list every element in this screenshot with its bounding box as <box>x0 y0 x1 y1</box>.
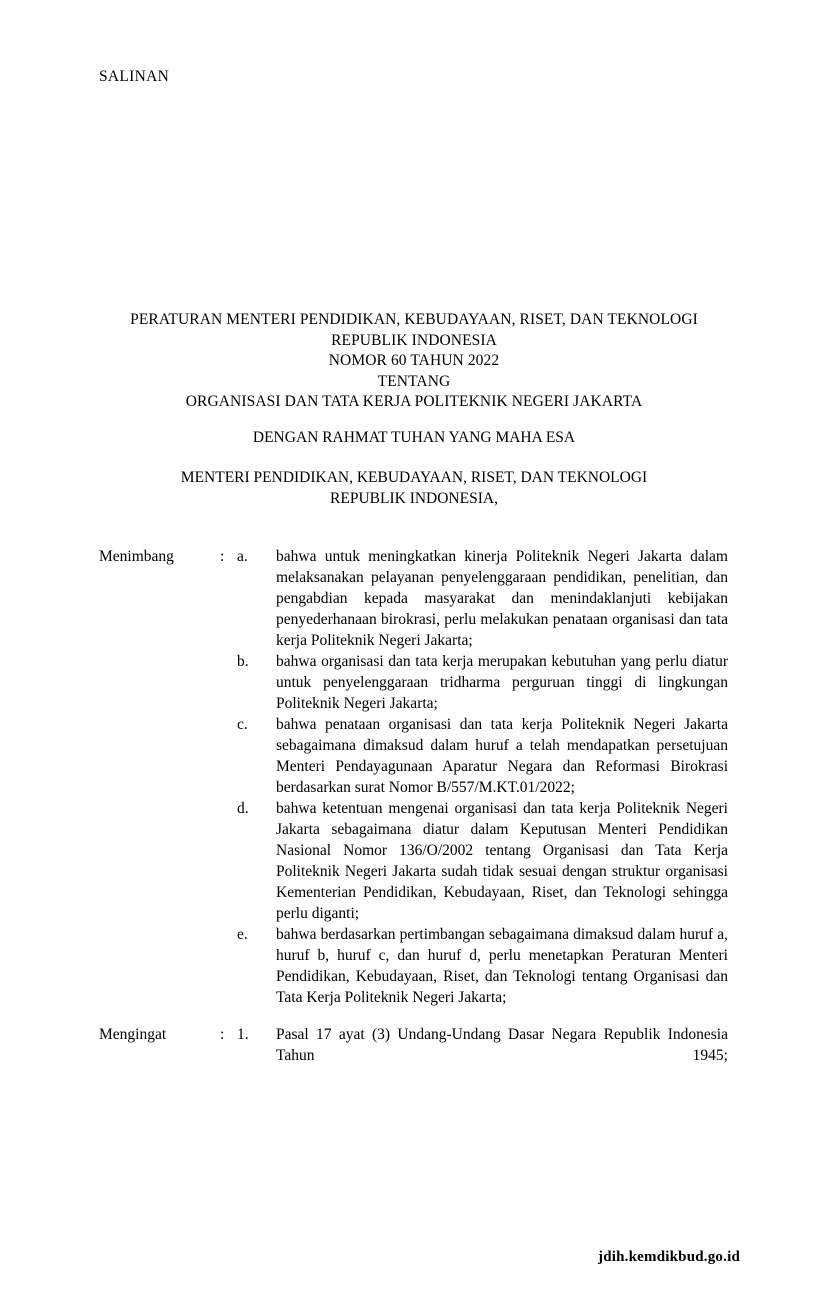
authority-line-1: MENTERI PENDIDIKAN, KEBUDAYAAN, RISET, DAN TEKNOLOGI <box>180 469 648 486</box>
clause-row <box>99 651 739 714</box>
clause-marker: e. <box>237 926 248 943</box>
clause-row <box>99 798 739 924</box>
clause-text: bahwa ketentuan mengenai organisasi dan tata kerja Politeknik Negeri Jakarta sebagaimana diatur dalam Keputusan Menteri Pendidikan Nasional Nomor 136/O/2002 tentang Organisasi dan Tata Kerja Politeknik Negeri Jakarta sudah tidak sesuai dengan struktur organisasi Kementerian Pendidikan, Kebudayaan, Riset, dan Teknologi sehingga perlu diganti; <box>276 800 728 922</box>
jdih-footer-watermark: jdih.kemdikbud.go.id <box>598 1249 740 1265</box>
clause-row <box>99 924 739 1008</box>
clause-marker: d. <box>237 800 249 817</box>
clause-row <box>99 714 739 798</box>
clause-text: bahwa organisasi dan tata kerja merupakan kebutuhan yang perlu diatur untuk penyelenggaraan tridharma perguruan tinggi di lingkungan Politeknik Negeri Jakarta; <box>276 653 728 712</box>
recalling-section <box>99 1024 739 1087</box>
issuing-authority <box>88 468 740 509</box>
clause-marker: 1. <box>237 1026 249 1043</box>
clause-text: bahwa untuk meningkatkan kinerja Politeknik Negeri Jakarta dalam melaksanakan pelayanan penyelenggaraan pendidikan, penelitian, dan pengabdian kepada masyarakat dan menindaklanjuti kebijakan penyederhanaan birokrasi, perlu melakukan penataan organisasi dan tata kerja Politeknik Negeri Jakarta; <box>276 548 728 649</box>
title-about-label: TENTANG <box>377 372 451 390</box>
recalling-label: Mengingat <box>99 1026 167 1043</box>
clause-sections <box>99 546 739 1087</box>
clause-text: bahwa berdasarkan pertimbangan sebagaimana dimaksud dalam huruf a, huruf b, huruf c, dan huruf d, perlu menetapkan Peraturan Menteri Pendidikan, Kebudayaan, Riset, dan Teknologi tentang Organisasi dan Tata Kerja Politeknik Negeri Jakarta; <box>276 926 728 1006</box>
clause-row <box>99 1024 739 1087</box>
clause-row <box>99 546 739 651</box>
authority-line-2: REPUBLIK INDONESIA, <box>330 489 498 507</box>
considering-colon: : <box>220 548 225 565</box>
considering-section <box>99 546 739 1008</box>
clause-marker: c. <box>237 716 248 733</box>
regulation-title <box>88 310 740 413</box>
clause-text: Pasal 17 ayat (3) Undang-Undang Dasar Negara Republik Indonesia Tahun 1945; <box>276 1026 728 1064</box>
section-spacer <box>99 1008 739 1024</box>
regulation-number: NOMOR 60 TAHUN 2022 <box>328 352 500 369</box>
title-line-2: REPUBLIK INDONESIA <box>331 331 497 349</box>
regulation-subject: ORGANISASI DAN TATA KERJA POLITEKNIK NEGERI JAKARTA <box>185 393 643 410</box>
title-line-1: PERATURAN MENTERI PENDIDIKAN, KEBUDAYAAN, RISET, DAN TEKNOLOGI <box>130 311 698 328</box>
clause-text: bahwa penataan organisasi dan tata kerja Politeknik Negeri Jakarta sebagaimana dimaksud dalam huruf a telah mendapatkan persetujuan Menteri Pendayagunaan Aparatur Negara dan Reformasi Birokrasi berdasarkan surat Nomor B/557/M.KT.01/2022; <box>276 716 728 796</box>
clause-marker: a. <box>237 548 248 565</box>
copy-stamp: SALINAN <box>99 68 170 85</box>
invocation-block <box>88 428 740 449</box>
recalling-colon: : <box>220 1026 225 1043</box>
clause-marker: b. <box>237 653 249 670</box>
invocation-text: DENGAN RAHMAT TUHAN YANG MAHA ESA <box>252 429 576 446</box>
considering-label: Menimbang <box>99 548 174 565</box>
